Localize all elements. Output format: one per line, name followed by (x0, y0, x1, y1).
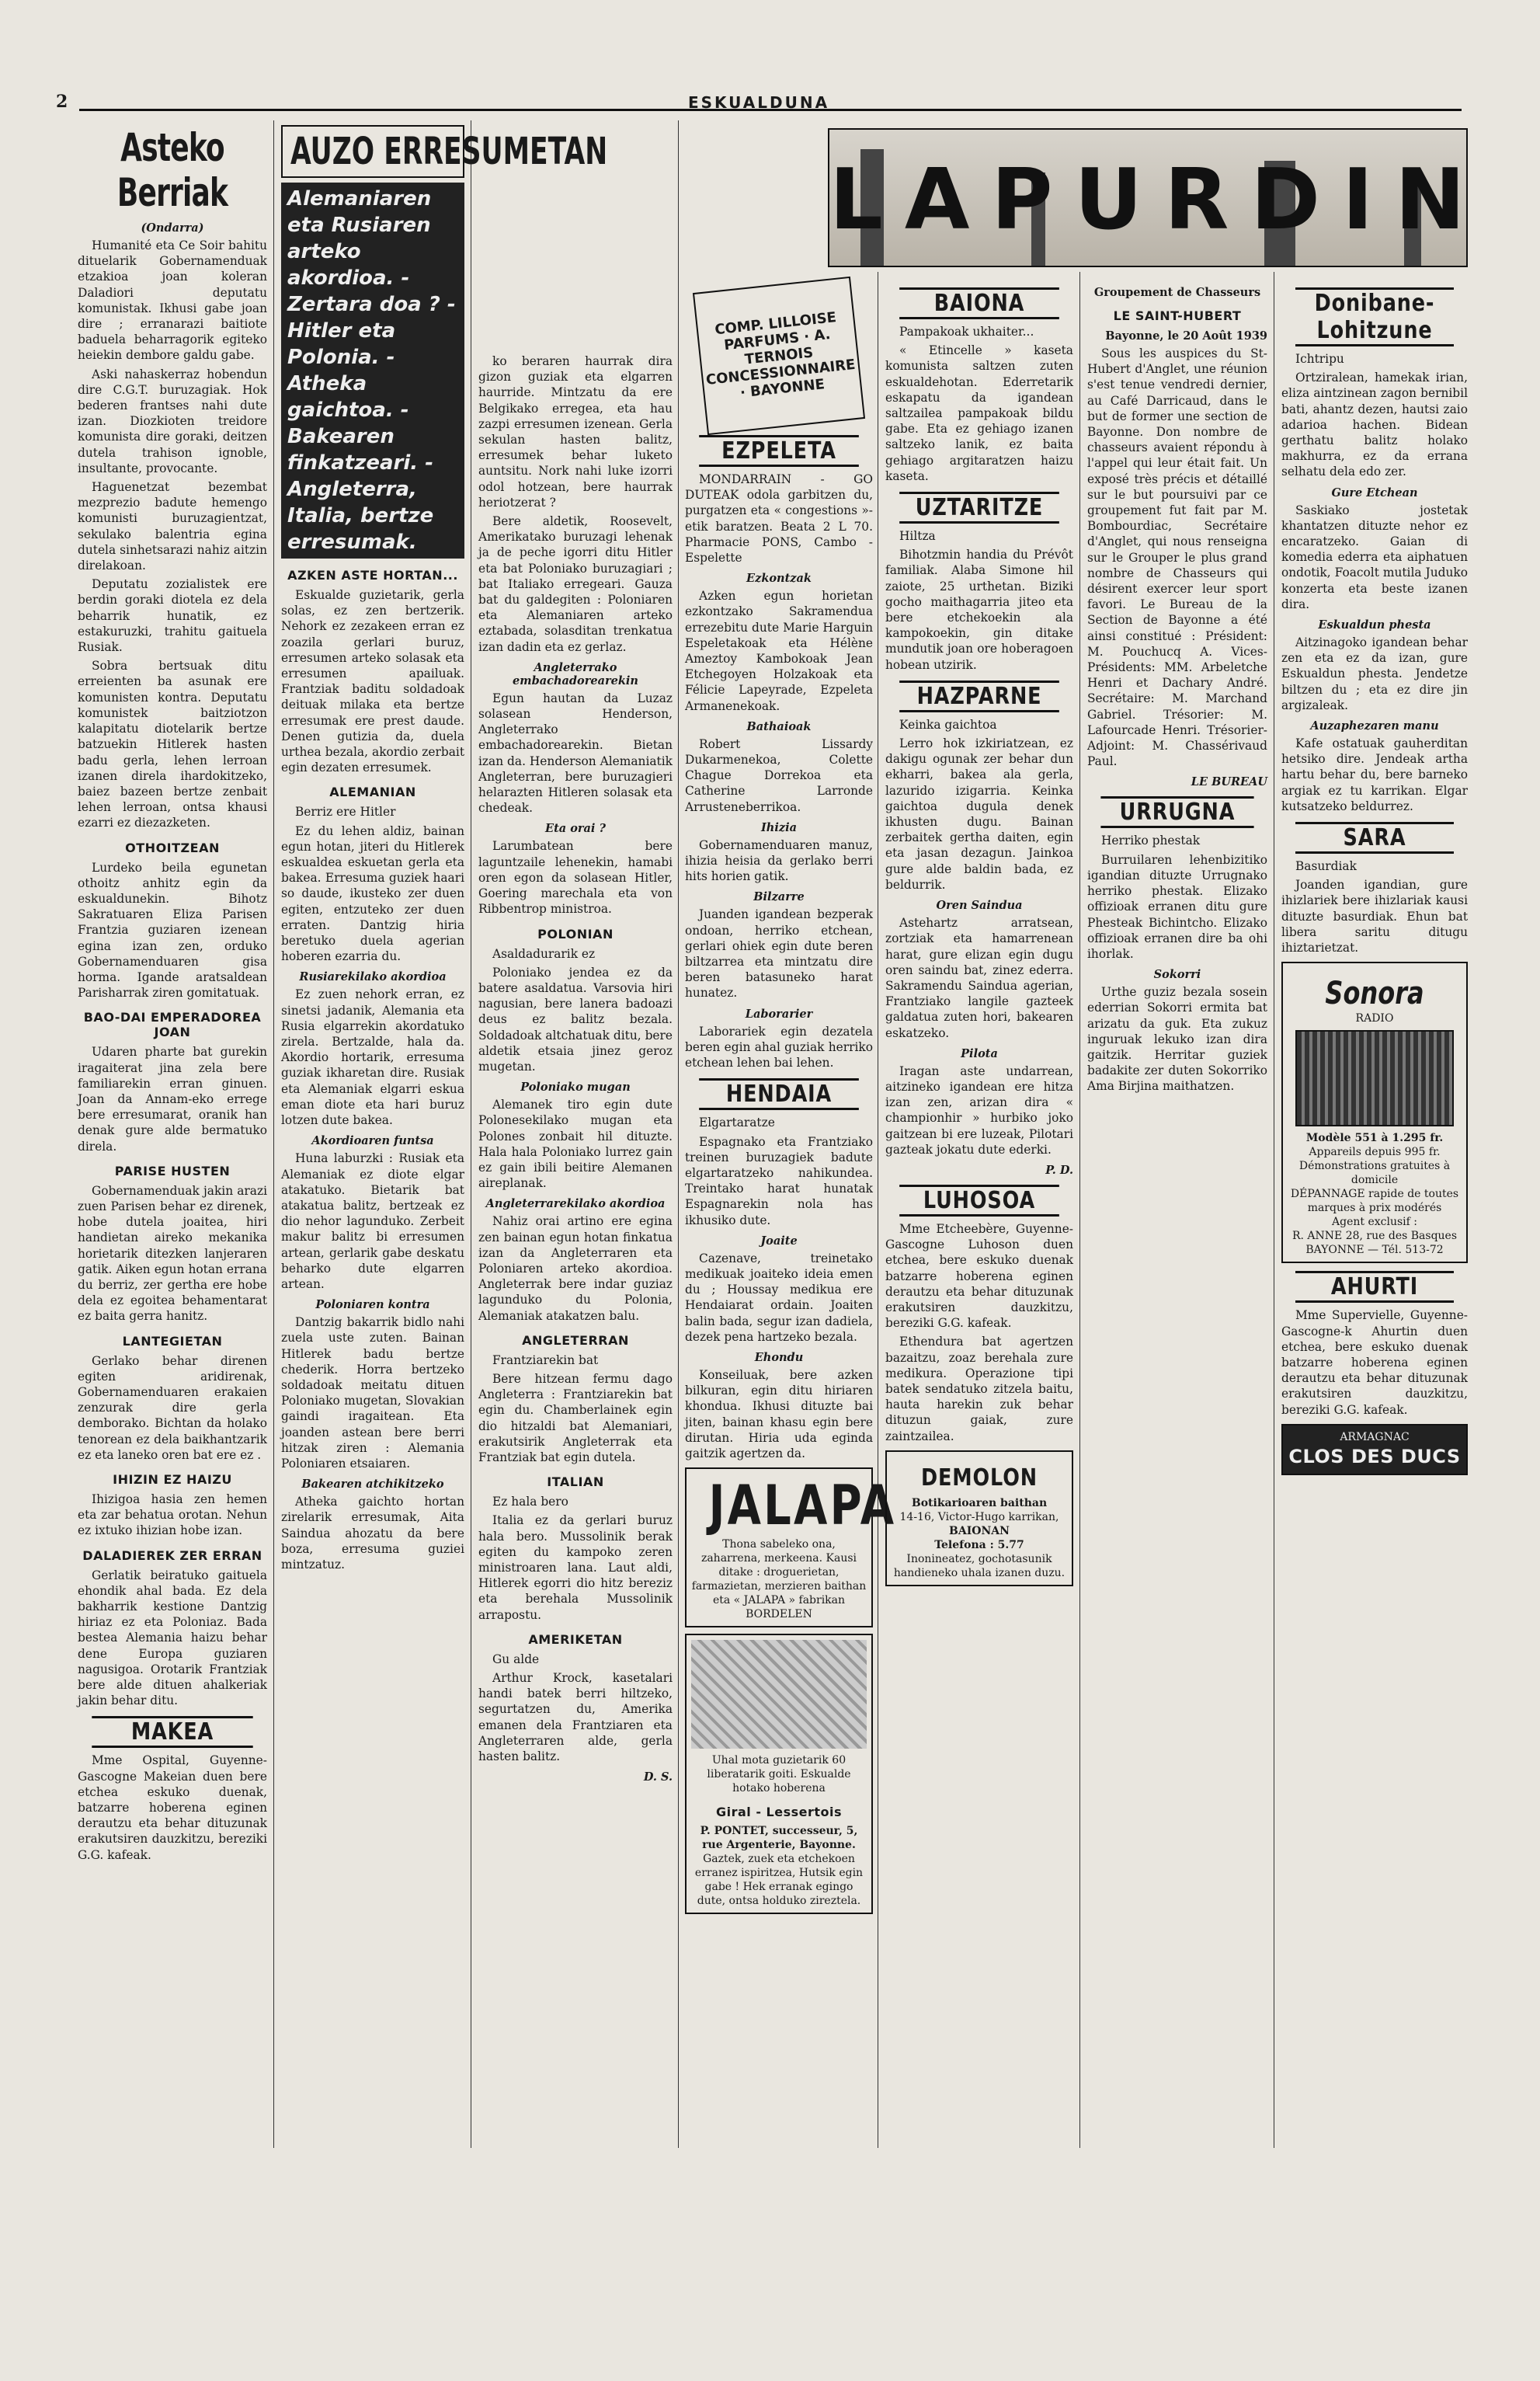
section-heading: BAIONA (899, 287, 1059, 319)
section-paragraph: Gobernamenduak jakin arazi zuen Parisen behar ez direnek, hobe dutela joaitea, hiri handietan aireko mekanika horietarik ditezken lanjeraren gatik. Aiken egun hotan errana du berriz, zer gertha ere hobe dela ez egoitea behamentarat ez baita gerra hanitz. (78, 1183, 267, 1324)
section-paragraph: Dantzig bakarrik bidlo nahi zuela uste zuten. Bainan Hitlerek badu bertze chederik. Horra bertzeko soldadoak meitatu dituen Poloniako mugetan, Slovakian gaindi iragaitean. Eta joanden astean bere berri hitzak ziren : Alemania Poloniaren etsaiaren. (281, 1315, 464, 1471)
sonora-from: Appareils depuis 995 fr. (1309, 1146, 1441, 1159)
article-sections (885, 287, 1073, 1157)
signoff: D. S. (643, 1770, 673, 1784)
article-paragraph: Aski nahaskerraz hobendun dire C.G.T. buruzagiak. Hok bederen frantses nahi dute izan. Diozkioten treidore komunista dire goraki, deitzen dutela trahison ignoble, insultante, provocante. (78, 367, 267, 475)
sonora-sub: RADIO (1355, 1012, 1394, 1025)
notice-name: LE SAINT-HUBERT (1113, 308, 1242, 323)
section-paragraph: Lerro hok izkiriatzean, ez dakigu ogunak zer behar dun ekharri, bakea ala gerla, lazurido izigarria. Keinka gaichtoa dugula denek ikhusten dugu. Bainan zerbaitek gertha daiten, egin eta jasan dezagun. Jainkoa gure alde baldin bada, ez beldurrik. (885, 736, 1073, 892)
section-paragraph: Gerlako behar direnen egiten aridirenak, Gobernamenduaren erakaien zenzurak dire gerla demborako. Bichtan da holako tenorean ez dela baikhantzarik ez eta laneko oren bat ere ez . (78, 1353, 267, 1462)
demolon-slogan: Inonineatez, gochotasunik handieneko uhala izanen duzu. (893, 1552, 1065, 1579)
section-heading: URRUGNA (1100, 796, 1253, 828)
column-rule (1079, 272, 1080, 2148)
section-heading: OTHOITZEAN (125, 840, 220, 855)
section-heading: Bilzarre (753, 890, 805, 904)
article-paragraph: Humanité eta Ce Soir bahitu dituelarik Gobernamenduak etzakioa joan koleran Daladiori deputatu komunistak. Ikhusi gabe joan dire ; erranarazi baitiote baduela beharragorik egiteko heiekin dembore galdu gabe. (78, 238, 267, 363)
section-heading: MAKEA (92, 1716, 252, 1748)
section-paragraph: Bihotzmin handia du Prévôt familiak. Alaba Simone hil zaiote, 25 urthetan. Biziki gocho maithagarria jiteo eta bere etchekoekin ala kampokoekin, gin ditake mundutik joan ore hoberagoen hobean utzirik. (885, 548, 1073, 672)
headline-deck: Alemaniaren eta Rusiaren arteko akordioa. - Zertara doa ? - Hitler eta Polonia. - Atheka gaichtoa. - Bakearen finkatzeari. - Angleterra, Italia, bertze erresumak. (281, 183, 464, 559)
section-heading: BAO-DAI EMPERADOREA JOAN (83, 1010, 262, 1040)
section-heading: EZPELETA (699, 435, 859, 467)
section-heading: Rusiarekilako akordioa (299, 970, 447, 984)
banner-title: LAPURDIN (829, 151, 1487, 249)
article-paragraph: Haguenetzat bezembat mezprezio badute hemengo komunisti buruzagientzat, sekulako balentria egina dutela sinhetsarazi nahiz aitzin direlakoan. (78, 480, 267, 573)
section-paragraph: Basurdiak (1295, 859, 1357, 874)
section-heading: Eskualdun phesta (1318, 618, 1431, 632)
sonora-line: marques à prix modérés (1307, 1202, 1442, 1215)
section-paragraph: Laborariek egin dezatela beren egin ahal guziak herriko etchean lehen bai lehen. (685, 1024, 873, 1070)
column-continuation (478, 353, 673, 2381)
section-paragraph: Saskiako jostetak khantatzen dituzte nehor ez encaratzeko. Gaian di komedia ederra eta aiphatuen ondotik, Foacolt mutila Juduko konzerta eta beste izanen dira. (1281, 503, 1468, 611)
armagnac-big: CLOS DES DUCS (1288, 1445, 1461, 1467)
section-paragraph: Ihizigoa hasia zen hemen eta zar behatua orotan. Nehun ez ixtuko ihizian hobe izan. (78, 1492, 267, 1538)
section-paragraph: Asaldadurarik ez (492, 946, 596, 961)
header-rule (79, 109, 1462, 111)
section-heading: AZKEN ASTE HORTAN... (287, 568, 458, 583)
column-rule (273, 120, 274, 2148)
notice-sign: LE BUREAU (1191, 775, 1267, 789)
section-paragraph: Ortziralean, hamekak irian, eliza aintzinean zagon bernibil bati, ahantz dezen, hautsi zaio adarioa hachen. Bidean gerthatu balitz holako makhurra, ez da errana selhatu dela edo zer. (1281, 371, 1468, 479)
section-heading: Poloniaren kontra (315, 1298, 430, 1312)
section-paragraph: Huna laburzki : Rusiak eta Alemaniak ez diote elgar atakatuko. Bietarik bat atakatua balitz, bertzeak ez dio nehor lagunduko. Zerbeit makur balitz bi erresumen artean, gerlarik gabe deskatu beharko dute elgarren artean. (281, 1151, 464, 1291)
shoe-illustration (691, 1640, 867, 1749)
section-paragraph: ko beraren haurrak dira gizon guziak eta elgarren haurride. Mintzatu da ere Belgikako erregea, eta hau zazpi erresumen izenean. Gerla sekulan hasten balitz, erresumek behar luketo auntsitu. Nork nahi luke izorri odol hotzean, bere haurrak heriotzerat ? (478, 354, 673, 510)
section-heading: DALADIEREK ZER ERRAN (82, 1547, 262, 1563)
section-paragraph: Kafe ostatuak gauherditan hetsiko dire. Jendeak artha hartu behar du, bere barneko argiak ez tu karrikan. Elgar kutsatzeko beldurrez. (1281, 736, 1468, 813)
perfume-ad-stamp: COMP. LILLOISE PARFUMS · A. TERNOIS CONCESSIONNAIRE · BAYONNE (693, 277, 865, 435)
paper-name: ESKUALDUNA (687, 93, 830, 112)
demolon-line: Botikarioaren baithan (911, 1496, 1048, 1509)
section-paragraph: Udaren pharte bat gurekin iragaiterat jina zela bere familiarekin erran ginuen. Joan da Annam-eko errege bere erresumarat, oranik han denak gure alde bermatuko direla. (78, 1045, 267, 1154)
section-heading: Laborarier (745, 1007, 813, 1021)
section-paragraph: Frantziarekin bat (492, 1352, 599, 1367)
section-paragraph: Aitzinagoko igandean behar zen eta ez da izan, gure Eskualdun phesta. Jendetze biltzen du ; eta ez dire jin argizaleak. (1281, 635, 1468, 712)
column-saint-hubert (1087, 280, 1267, 2144)
demolon-line: BAIONAN (949, 1524, 1010, 1537)
luhosoa-head: LUHOSOA (899, 1185, 1059, 1217)
demolon-line: 14-16, Victor-Hugo karrikan, (899, 1510, 1059, 1523)
article-paragraph: Sobra bertsuak ditu erreienten ba asunak ere komunisten kontra. Deputatu komunistek baitziotzon kalapitatu diotelarik bertze batzuekin Hitlerek hasten badu gerla, lehen lerroan izanen direla ihardokitzeko, baiez bazeen bertze zenbait lehen lerroan, ontsa khausi ezarri ez diezazketen. (78, 659, 267, 830)
section-paragraph: Urthe guziz bezala sosein ederrian Sokorri ermita bat arizatu da guk. Eta zukuz inguruak lekuko izan dira gaitzik. Herritar guziek badakite zer duten Sokorriko Ama Birjina maithatzen. (1087, 985, 1267, 1094)
headline-box (281, 125, 608, 178)
section-paragraph: Nahiz orai artino ere egina zen bainan egun hotan finkatua izan da Angleterraren eta Poloniaren arteko akordioa. Angleterrak bere indar guziaz lagunduko du Polonia, Alemaniak atakatzen balu. (478, 1214, 673, 1323)
section-heading: PARISE HUSTEN (114, 1163, 231, 1178)
section-heading: Akordioaren funtsa (311, 1134, 434, 1148)
article-body (78, 238, 267, 831)
section-heading: Angleterrarekilako akordioa (485, 1197, 666, 1211)
section-heading: Pilota (961, 1046, 998, 1060)
section-paragraph: Hiltza (899, 529, 936, 544)
section-heading: Sokorri (1153, 968, 1201, 982)
section-paragraph: Arthur Krock, kasetalari handi batek berri hiltzeko, segurtatzen du, Amerika emanen dela Frantziaren eta Angleterraren alde, gerla hasten balitz. (478, 1671, 673, 1764)
section-paragraph: Ez du lehen aldiz, bainan egun hotan, jiteri du Hitlerek eskualdea eskuetan gerla eta bakea. Erresuma guziek haari so daude, ikusteko zer duen egiten, entzuteko zer duen erraten. Dantzig hiria beretuko duela agerian hoberen ezarria du. (281, 823, 464, 964)
shoe-ad-shop: P. PONTET, successeur, 5, rue Argenterie, Bayonne. (700, 1825, 858, 1852)
section-paragraph: Lurdeko beila egunetan othoitz anhitz egin da eskualdunekin. Bihotz Sakratuaren Eliza Parisen Frantzia guziaren izenean egina izan zen, orduko Gobernamenduaren gisa horma. Igande aratsaldean Parisharrak ziren gomitatuak. (78, 860, 267, 1001)
section-heading: Oren Saindua (936, 899, 1023, 913)
section-paragraph: Konseiluak, bere azken bilkuran, egin ditu hiriaren khondua. Ikhusi dituzte bai jiten, bainan khasu egin bere dirutan. Hiria uda eginda gaitzik agertzen da. (685, 1367, 873, 1460)
section-heading: SARA (1295, 822, 1454, 854)
section-paragraph: « Etincelle » kaseta komunista saltzen zuten eskualdehotan. Ederretarik eskapatu da igandean saltzailea pampakoak bildu gabe. Eta ez gehiago izanen saltzeko lanik, ez baita gehiago argitaratzen haizu kaseta. (885, 343, 1073, 483)
section-paragraph: Ez zuen nehork erran, ez sinetsi jadanik, Alemania eta Rusia elgarrekin akordatuko zirela. Bertzalde, hala da. Akordio hortarik, erresuma guziak ikharetan dire. Rusiak eta Alemaniak elgarri eskua eman diote eta hari buruz lotzen dute bakea. (281, 987, 464, 1128)
section-heading: LANTEGIETAN (122, 1333, 223, 1349)
section-paragraph: Herriko phestak (1101, 834, 1201, 848)
shoe-ad (685, 1634, 873, 1914)
section-paragraph: Elgartaratze (699, 1116, 775, 1130)
article-sections (478, 353, 673, 1764)
section-paragraph: Poloniako jendea ez da batere asaldatua. Varsovia hiri nagusian, bere lanera badoazi deus ez balitz bezala. Soldadoak altchatuak ditu, bere aldetik etsaia jinez geroz mugetan. (478, 965, 673, 1074)
sonora-line: Agent exclusif : (1332, 1216, 1417, 1229)
section-paragraph: Mme Ospital, Guyenne-Gascogne Makeian duen bere etchea eskuko duenak, batzarre hoberena eginen derautzu eta behar dituzunak erakutsiren dauzkitzu, bereziki G.G. kafeak. (78, 1753, 267, 1862)
jalapa-ad (685, 1467, 897, 1627)
section-heading: Bakearen atchikitzeko (301, 1478, 444, 1492)
section-title: Asteko Berriak (116, 125, 228, 215)
section-paragraph: Ichtripu (1295, 352, 1344, 366)
section-paragraph: Ez hala bero (492, 1495, 568, 1509)
section-paragraph: Bere aldetik, Roosevelt, Amerikatako buruzagi lehenak ja de peche igorri ditu Hitler eta bat Poloniako buruzagiari ; bat Italiako erregeari. Gauza bat du galdegiten : Poloniaren eta Alemaniaren arteko eztabada, solasditan trenkatua izan dadin eta ez gerlaz. (478, 514, 673, 654)
byline: (Ondarra) (141, 221, 204, 235)
section-paragraph: Gu alde (492, 1652, 540, 1666)
section-paragraph: Bere hitzean fermu dago Angleterra : Frantziarekin bat egin du. Chamberlainek egin dio hitzaldi bat Alemaniari, erakutsirik Angleterrak eta Frantziak bat egin dutela. (478, 1371, 673, 1464)
armagnac-ad (1281, 1424, 1468, 1475)
section-paragraph: Espagnako eta Frantziako treinen buruzagiek badute elgartaratzeko nahikundea. Treintako harat hunatak Espagnarekin nola has ikhusiko dute. (685, 1134, 873, 1227)
article-paragraph: Deputatu zozialistek ere berdin goraki diotela ez dela beharrik hunatik, ez estakuruzki, trahitu gaituela Rusiak. (78, 577, 267, 655)
article-sections (281, 568, 464, 1572)
demolon-phone: Telefona : 5.77 (934, 1538, 1024, 1551)
jalapa-text: Thona sabeleko ona, zaharrena, merkeena. Kausi ditake : droguerietan, farmazietan, merzieren baithan eta « JALAPA » fabrikan BORDELEN (691, 1538, 867, 1621)
section-heading: IHIZIN EZ HAIZU (113, 1472, 232, 1488)
section-paragraph: Azken egun horietan ezkontzako Sakramendua errezebitu dute Marie Harguin Espeletakoak eta Hélène Ameztoy Kambokoak Jean Etchegoyen Holzakoak eta Félicie Lapeyrade, Ezpeleta Armanenekoak. (685, 589, 873, 713)
column-baiona (885, 280, 1073, 2144)
section-heading: AMERIKETAN (528, 1631, 623, 1647)
section-heading: HAZPARNE (899, 681, 1059, 712)
article-sections (1087, 796, 1267, 1094)
section-paragraph: Berriz ere Hitler (295, 805, 396, 820)
section-paragraph: Pampakoak ukhaiter... (899, 325, 1034, 339)
section-paragraph: Keinka gaichtoa (899, 717, 997, 732)
jalapa-title: JALAPA (708, 1474, 897, 1538)
section-heading: ANGLETERRAN (522, 1332, 629, 1348)
luhosoa-text: Mme Etcheebère, Guyenne-Gascogne Luhoson duen etchea, bere eskuko duenak batzarre hoberena eginen derautzu eta behar dituzunak erakutsiren dauzkitzu, bereziki G.G. kafeak. (885, 1221, 1073, 1331)
sonora-model: Modèle 551 à 1.295 fr. (1305, 1132, 1444, 1145)
shoe-ad-text: Uhal mota guzietarik 60 liberatarik goiti. Eskualde hotako hoberena (707, 1754, 851, 1795)
sonora-ad (1281, 962, 1468, 1263)
sonora-line: BAYONNE — Tél. 513-72 (1305, 1244, 1444, 1257)
section-paragraph: Larumbatean bere laguntzaile lehenekin, hamabi oren egon da solasean Hitler, Goering marechala eta von Ribbentrop ministroa. (478, 839, 673, 917)
demolon-title: DEMOLON (921, 1464, 1038, 1492)
column-asteko-berriak (78, 120, 267, 2148)
lapurdin-banner (828, 128, 1487, 267)
section-paragraph: Iragan aste undarrean, aitzineko igandean ere hitza izan zen, arizan dira « championhir » hurbiko joko gaitzean bi ere luzeak, Pilotari gazteak jokatu dute ederki. (885, 1063, 1073, 1157)
section-paragraph: Astehartz arratsean, zortziak eta hamarrenean harat, gure elizan egin dugu oren saindu bat, zinez ederra. Sakramendu Saindua agerian, Frantziako langile gazteek galdatua zuten hori, bakearen eskatzeko. (885, 916, 1073, 1040)
section-paragraph: Eskualde guzietarik, gerla solas, ez zen bertzerik. Nehork ez zezakeen erran ez zoazila gerlari buruz, erresumen arteko solasak eta erresumen apailuak. Frantziak baditu soldadoak deituak milaka eta bertze erresumak ere prest daude. Denen gutizia da, duela urthea bezala, akordio zerbait egin dezaten erresumek. (281, 588, 464, 775)
section-paragraph: Burruilaren lehenbizitiko igandian dituzte Urrugnako herriko phestak. Elizako offizioak erranen ditu gure Phesteak Bichintcho. Elizako offizioak erranen dire ba ohi ihorlak. (1087, 852, 1267, 961)
medical-notice: Ethendura bat agertzen bazaitzu, zoaz berehala zure medikura. Operazione tipi batek sendatuko zitzela baitu, hauta harekin zuk behar dituzun gaiak, zure zaintzailea. (885, 1335, 1073, 1443)
section-heading: Ehondu (754, 1350, 804, 1364)
column-rule (678, 120, 679, 2148)
column-donibane (1281, 280, 1468, 2144)
sonora-line: R. ANNE 28, rue des Basques (1291, 1230, 1458, 1243)
notice-text: Sous les auspices du St-Hubert d'Anglet, une réunion s'est tenue vendredi dernier, au Café Darricaud, dans le but de former une section de Bayonne. Don nombre de chasseurs avaient répondu à l'appel qui leur était fait. Un exposé très précis et détaillé sur le but poursuivi par ce groupement fut fait par M. Bombourdiac, Secrétaire d'Anglet, qui nous renseigna sur le Grouper le plus grand nombre de Chasseurs qui désirent exercer leur sport favori. Le Bureau de la Section de Bayonne a été ainsi constitué : Président: M. Pouchucq A. Vices-Présidents: MM. Arbeletche Henri et Dachary André. Secrétaire: M. Marchand Gabriel. Trésorier: M. Lafourcade Henri. Trésorier-Adjoint: M. Chassérivaud Paul. (1087, 346, 1267, 769)
section-heading: Auzaphezaren manu (1310, 719, 1439, 733)
section-heading: Eta orai ? (545, 822, 606, 836)
section-heading: POLONIAN (537, 926, 614, 942)
section-paragraph: Alemanek tiro egin dute Polonesekilako mugan eta Polones zonbait hil dituzte. Hala hala Poloniako lurrez gain ez gain ibili beitire Alemanen aireplanak. (478, 1098, 673, 1191)
section-heading: ALEMANIAN (329, 785, 416, 800)
section-heading: Donibane-Lohitzune (1295, 287, 1454, 346)
demolon-ad (885, 1450, 1073, 1586)
section-heading: Ezkontzak (746, 572, 812, 586)
section-heading: Gure Etchean (1331, 486, 1418, 500)
section-heading: Bathaioak (746, 719, 812, 733)
section-paragraph: Juanden igandean bezperak ondoan, herriko etchean, gerlari ohiek egin dute beren biltzarrea eta mintzatu dire beren batasuneko harat hunatez. (685, 907, 873, 1001)
section-heading: ITALIAN (547, 1474, 604, 1490)
section-paragraph: Gobernamenduaren manuz, ihizia heisia da gerlako berri hits horien gatik. (685, 837, 873, 884)
headline: AUZO ERRESUMETAN (290, 130, 608, 173)
article-sections (1281, 287, 1468, 956)
radio-illustration (1295, 1030, 1454, 1126)
section-paragraph: Gerlatik beiratuko gaituela ehondik ahal bada. Ez dela bakharrik kestione Dantzig hiriaz ez eta Poloniaz. Bada bestea Alemania haizu behar dene Europa guziaren nagusigoa. Orotarik Frantziak bere alde dituen ahalkeriak jakin behar ditu. (78, 1568, 267, 1708)
section-paragraph: Robert Lissardy Dukarmenekoa, Colette Chague Dorrekoa eta Catherine Larronde Arrusteneberrikoa. (685, 736, 873, 814)
section-paragraph: Italia ez da gerlari buruz hala bero. Mussolinik berak egiten du kampoko zeren ministroaren lana. Laut aldi, Hitlerek egorri dio hitz bereziz eta berehala Mussolinik arrapostu. (478, 1513, 673, 1622)
column-ezpeleta (685, 280, 897, 2307)
sonora-brand: Sonora (1325, 976, 1424, 1012)
signoff: P. D. (1045, 1163, 1073, 1177)
section-paragraph: Egun hautan da Luzaz solasean Henderson, Angleterrako embachadorearekin. Bietan izan da. Henderson Alemaniatik Angleterran, bere buruzagieri helarazten Hitleren solasak eta chedeak. (478, 691, 673, 816)
article-sections (685, 435, 873, 1461)
sonora-line: Démonstrations gratuites à domicile (1298, 1160, 1451, 1187)
shoe-ad-brand: Giral - Lessertois (715, 1805, 843, 1820)
sonora-line: DÉPANNAGE rapide de toutes (1290, 1188, 1459, 1201)
page-number: 2 (56, 92, 68, 112)
section-heading: UZTARITZE (899, 492, 1059, 524)
notice-date: Bayonne, le 20 Août 1939 (1105, 329, 1267, 343)
section-paragraph: MONDARRAIN - GO DUTEAK odola garbitzen du, purgatzen eta « congestions »-etik baratzen. Beata 2 L 70. Pharmacie PONS, Cambo - Espelette (685, 472, 873, 566)
section-paragraph: Cazenave, treinetako medikuak joaiteko ideia emen du ; Houssay medikua ere Hendaiarat ordain. Joaiten balin bada, segur izan dadiela, dezek pena hartzeko bezala. (685, 1251, 873, 1344)
section-heading: Angleterrako embachadorearekin (513, 660, 638, 687)
section-heading: Poloniako mugan (520, 1081, 631, 1095)
section-heading: Ihizia (761, 820, 797, 834)
page-header (56, 92, 1462, 118)
ahurti-head: AHURTI (1295, 1271, 1454, 1303)
notice-org: Groupement de Chasseurs (1093, 286, 1261, 299)
sonora-lines (1288, 1159, 1462, 1257)
section-paragraph: Joanden igandian, gure ihizlariek bere ihizlariak kausi dituzte basurdiak. Ehun bat libera saritu ditugu ihiztarietzat. (1281, 878, 1468, 956)
section-heading: Joaite (760, 1234, 798, 1248)
ahurti-text: Mme Supervielle, Guyenne-Gascogne-k Ahurtin duen etchea, bere eskuko duenak batzarre hoberena eginen derautzu eta behar dituzunak erakutsiren dauzkitzu, bereziki G.G. kafeak. (1281, 1308, 1468, 1417)
section-heading: HENDAIA (699, 1078, 859, 1110)
shoe-ad-slogan: Gaztek, zuek eta etchekoen erranez ispiritzea, Hutsik egin gabe ! Hek erranak egingo dute, ontsa holduko zireztela. (694, 1853, 864, 1908)
armagnac-small: ARMAGNAC (1340, 1430, 1410, 1443)
article-sections (78, 841, 267, 1863)
section-paragraph: Atheka gaichto hortan zirelarik erresumak, Aita Saindua ahozatu da bere boza, erresuma guziei mintzatuz. (281, 1495, 464, 1572)
